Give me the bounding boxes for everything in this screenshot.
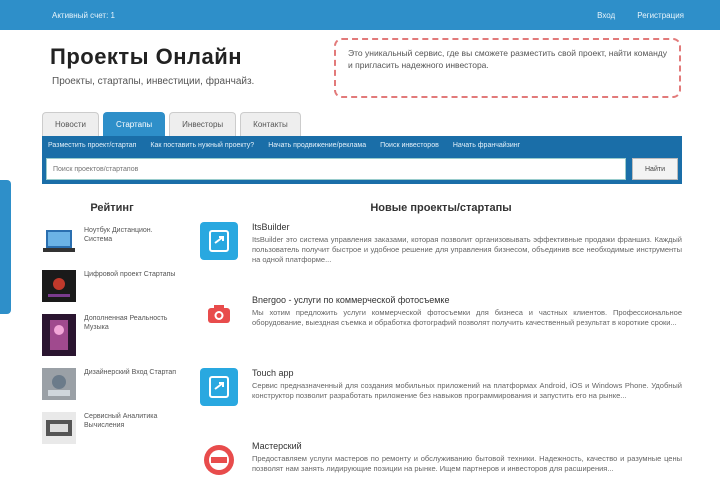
news-item[interactable] <box>200 222 682 285</box>
tablet-icon <box>200 368 238 406</box>
rating-item[interactable]: Сервисный Аналитика Вычисления <box>42 412 182 444</box>
account-status: Активный счет: 1 <box>52 11 115 20</box>
project-thumbnail <box>42 368 76 400</box>
news-item-description: Предоставляем услуги мастеров по ремонту и обслуживанию бытовой техники. Надежность, качество и разумные цены позволят нам занять лидирующие позиции на рынке. Ищем партнеров и инвесторов для расширения... <box>252 454 682 473</box>
news-item[interactable] <box>200 441 682 480</box>
news-item-title[interactable]: Touch app <box>252 368 294 378</box>
tablet-icon <box>200 222 238 260</box>
news-item-title[interactable]: Bnergoo - услуги по коммерческой фотосъемке <box>252 295 450 305</box>
rating-item[interactable]: Дополненная Реальность Музыка <box>42 314 182 356</box>
news-item-description: Мы хотим предложить услуги коммерческой фотосъемки для бизнеса и частных клиентов. Профессиональное оборудование, выездная съемка и обработка фотографий позволят получить качественный результат в короткие сроки... <box>252 308 682 327</box>
tab-contacts[interactable]: Контакты <box>240 112 301 136</box>
top-bar <box>0 0 720 30</box>
sub-navigation <box>42 136 682 154</box>
rating-item[interactable]: Цифровой проект Стартапы <box>42 270 182 302</box>
project-thumbnail <box>42 412 76 444</box>
search-input[interactable] <box>46 158 626 180</box>
rating-item[interactable]: Дизайнерский Вход Стартап <box>42 368 182 400</box>
tab-news[interactable]: Новости <box>42 112 99 136</box>
site-tagline: Проекты, стартапы, инвестиции, франчайз. <box>52 76 255 87</box>
rating-heading: Рейтинг <box>90 202 134 214</box>
news-item-description: Сервис предназначенный для создания мобильных приложений на платформах Android, iOS и Windows Phone. Удобный конструктор позволит разработать приложение без навыков программирования и запустить его на рынке... <box>252 381 682 400</box>
news-item-title[interactable]: Мастерский <box>252 441 302 451</box>
subnav-item[interactable]: Разместить проект/стартап <box>48 141 137 149</box>
subnav-item[interactable]: Поиск инвесторов <box>380 141 439 149</box>
rating-list <box>42 226 182 456</box>
subnav-item[interactable]: Начать продвижение/реклама <box>268 141 367 149</box>
search-bar <box>42 154 682 184</box>
tab-investors[interactable]: Инвесторы <box>169 112 236 136</box>
main-tabs <box>42 112 301 136</box>
news-item-description: ItsBuilder это система управления заказами, которая позволит организовывать эффективные продажи франшиз. Каждый пользователь получит быстрое и удобное решение для управления бизнесом, объединив все необходимые инструменты на одной платформе... <box>252 235 682 264</box>
news-item-title[interactable]: ItsBuilder <box>252 222 290 232</box>
side-feedback-tab[interactable] <box>0 180 11 314</box>
seal-icon <box>200 441 238 479</box>
news-heading: Новые проекты/стартапы <box>370 202 512 214</box>
register-link[interactable]: Регистрация <box>637 11 684 20</box>
project-thumbnail <box>42 270 76 302</box>
site-logo[interactable]: Проекты Онлайн <box>50 44 243 69</box>
news-item[interactable] <box>200 368 682 431</box>
login-link[interactable]: Вход <box>597 11 616 20</box>
laptop-thumbnail <box>42 226 76 258</box>
tab-startups[interactable]: Стартапы <box>103 112 165 136</box>
search-button[interactable]: Найти <box>632 158 678 180</box>
subnav-item[interactable]: Начать франчайзинг <box>452 141 521 149</box>
news-list <box>200 222 682 480</box>
camera-icon <box>200 295 238 333</box>
intro-box: Это уникальный сервис, где вы сможете разместить свой проект, найти команду и пригласить надежного инвестора. <box>334 38 681 98</box>
news-item[interactable] <box>200 295 682 358</box>
rating-item[interactable]: Ноутбук Дистанцион. Система <box>42 226 182 258</box>
project-thumbnail <box>42 314 76 356</box>
subnav-item[interactable]: Как поставить нужный проекту? <box>150 141 255 149</box>
